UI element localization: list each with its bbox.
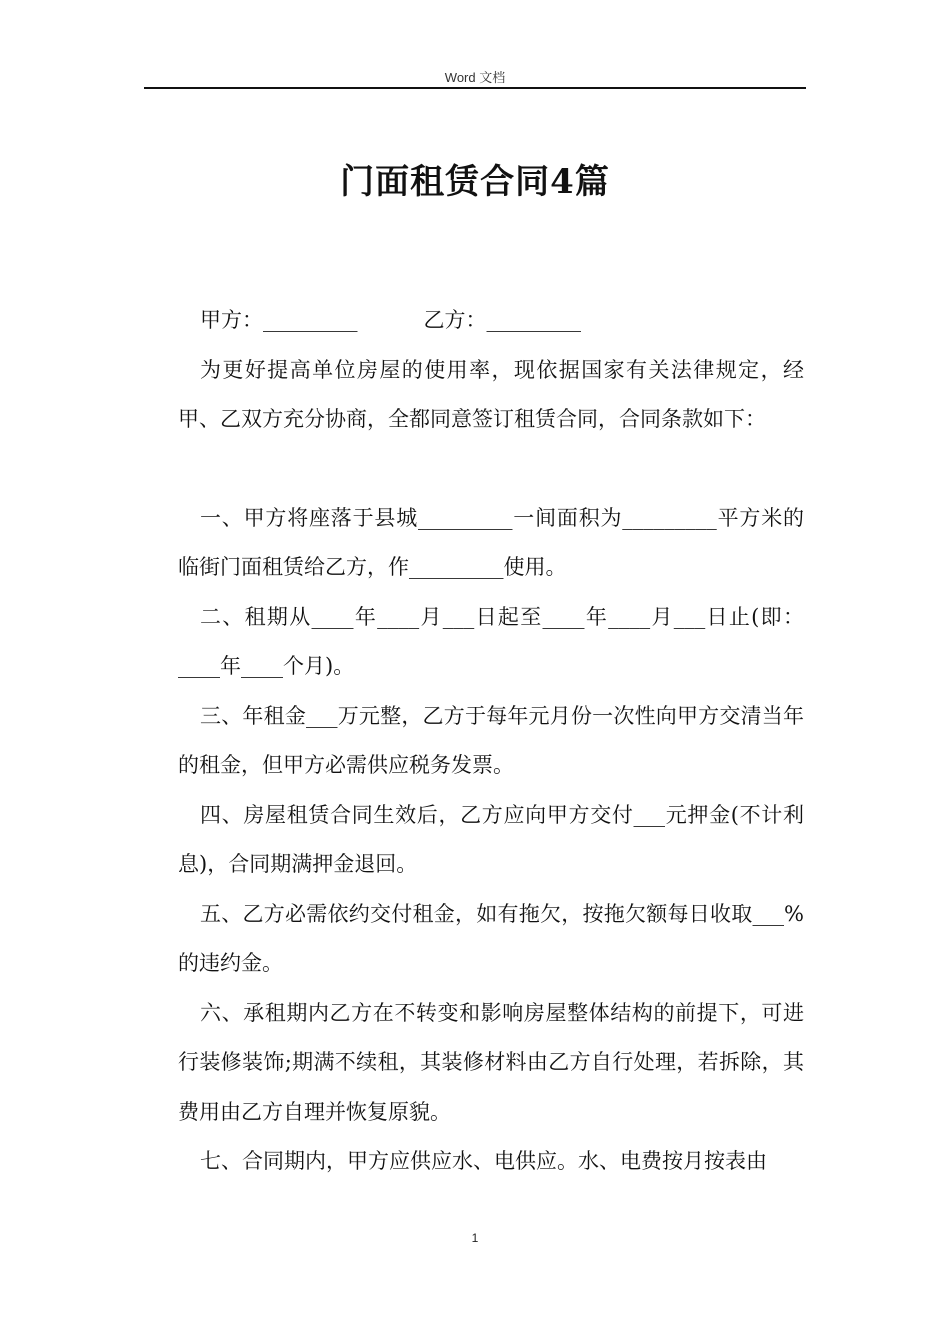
party-a-field: 甲方：_________: [200, 308, 358, 332]
parties-line: [178, 296, 804, 346]
clause-3-paragraph: 三、年租金___万元整，乙方于每年元月份一次性向甲方交清当年的租金，但甲方必需供应税务发票。: [178, 703, 804, 777]
document-title: 门面租赁合同4篇: [340, 162, 610, 202]
clause-5-paragraph: 五、乙方必需依约交付租金，如有拖欠，按拖欠额每日收取___%的违约金。: [178, 901, 804, 975]
document-body: [178, 296, 804, 1187]
preamble-paragraph: 为更好提高单位房屋的使用率，现依据国家有关法律规定，经甲、乙双方充分协商，全都同意签订租赁合同，合同条款如下：: [178, 357, 804, 431]
clause-7-paragraph: 七、合同期内，甲方应供应水、电供应。水、电费按月按表由: [200, 1149, 767, 1173]
clause-6-paragraph: 六、承租期内乙方在不转变和影响房屋整体结构的前提下，可进行装修装饰;期满不续租，其装修材料由乙方自行处理，若拆除，其费用由乙方自理并恢复原貌。: [178, 1000, 804, 1124]
clause-4-paragraph: 四、房屋租赁合同生效后，乙方应向甲方交付___元押金(不计利息)，合同期满押金退回。: [178, 802, 804, 876]
header-divider: [144, 87, 806, 89]
page-header-label: Word 文档: [444, 70, 506, 85]
page-number: 1: [471, 1231, 479, 1245]
clause-1-paragraph: 一、甲方将座落于县城_________一间面积为_________平方米的临街门面租赁给乙方，作_________使用。: [178, 505, 804, 579]
clause-2-paragraph: 二、租期从____年____月___日起至____年____月___日止(即：____年____个月)。: [178, 604, 804, 678]
party-b-field: 乙方：_________: [423, 308, 581, 332]
